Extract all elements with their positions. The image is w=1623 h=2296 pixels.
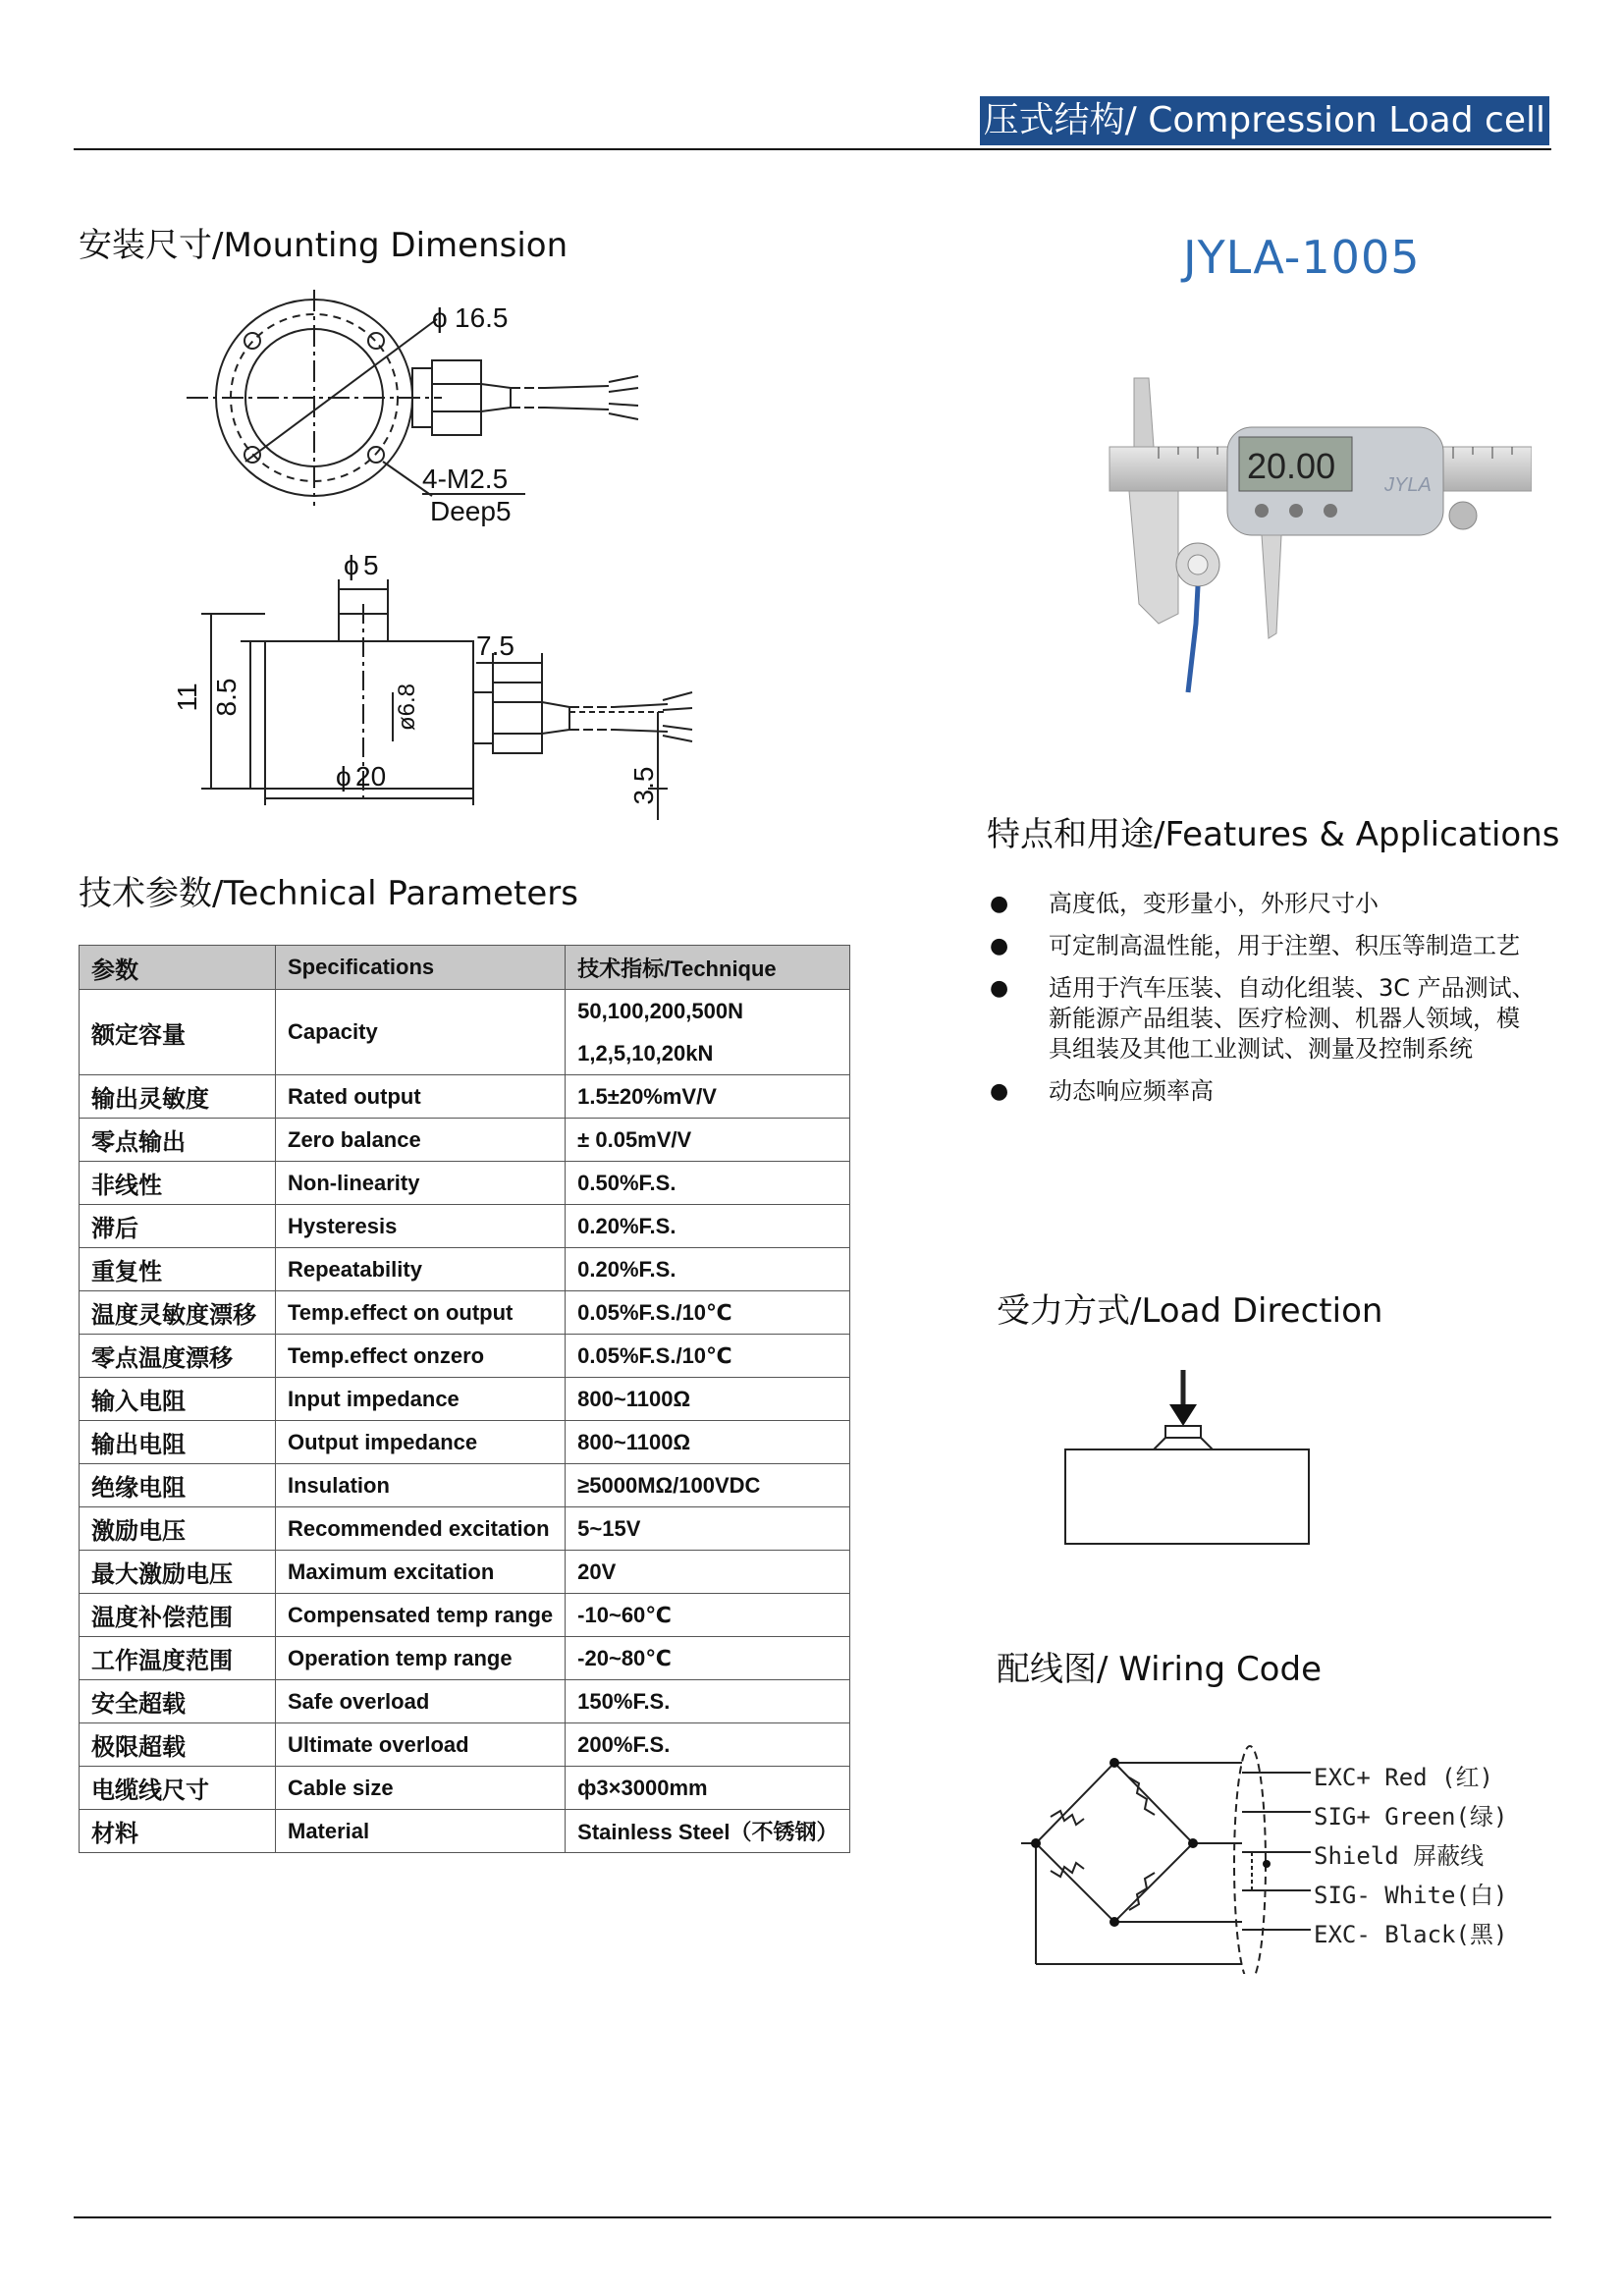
row-en: Repeatability [276, 1248, 566, 1291]
phi-symbol-top: ϕ [432, 302, 448, 333]
row-cn: 重复性 [80, 1248, 276, 1291]
phi-symbol-5: ϕ [344, 550, 359, 580]
caliper-brand: JYLA [1384, 474, 1432, 496]
row-en: Zero balance [276, 1119, 566, 1162]
row-val-line2: 1,2,5,10,20kN [577, 1041, 714, 1066]
mounting-title: 安装尺寸/Mounting Dimension [79, 226, 568, 265]
table-row [80, 1594, 850, 1637]
row-cn: 输出电阻 [80, 1421, 276, 1464]
bullet-icon: ● [990, 1079, 1009, 1104]
row-cn: 材料 [80, 1810, 276, 1853]
table-row [80, 1464, 850, 1507]
wire-label-sig-minus: SIG- White(白) [1314, 1882, 1508, 1909]
header-cell-technique: 技术指标/Technique [566, 946, 850, 990]
table-row [80, 1810, 850, 1853]
row-val: 200%F.S. [566, 1723, 850, 1767]
list-item [990, 889, 1540, 919]
row-cn: 滞后 [80, 1205, 276, 1248]
row-cn: 激励电压 [80, 1507, 276, 1551]
table-row [80, 1637, 850, 1680]
table-header-row [80, 946, 850, 990]
dim-8-5: 8.5 [211, 678, 242, 717]
header-rule [74, 148, 1551, 150]
header-cell-spec: Specifications [276, 946, 566, 990]
technical-title: 技术参数/Technical Parameters [79, 874, 578, 913]
phi-symbol-20: ϕ [336, 761, 352, 792]
row-en: Rated output [276, 1075, 566, 1119]
row-en: Material [276, 1810, 566, 1853]
row-val: 0.05%F.S./10℃ [566, 1291, 850, 1335]
row-en: Temp.effect onzero [276, 1335, 566, 1378]
dim-6-8: ø6.8 [394, 683, 420, 732]
caliper-photo [1100, 368, 1532, 702]
row-cn: 温度灵敏度漂移 [80, 1291, 276, 1335]
table-row [80, 1421, 850, 1464]
row-val: Stainless Steel（不锈钢） [566, 1810, 850, 1853]
row-en: Compensated temp range [276, 1594, 566, 1637]
table-row [80, 1680, 850, 1723]
row-en: Output impedance [276, 1421, 566, 1464]
row-cn: 工作温度范围 [80, 1637, 276, 1680]
row-val: 0.50%F.S. [566, 1162, 850, 1205]
list-item [990, 973, 1540, 1065]
row-val: -10~60℃ [566, 1594, 850, 1637]
parameters-table [79, 945, 850, 1853]
feature-text: 可定制高温性能，用于注塑、积压等制造工艺 [1049, 932, 1520, 959]
row-cn: 输出灵敏度 [80, 1075, 276, 1119]
row-cn: 极限超载 [80, 1723, 276, 1767]
row-val: ± 0.05mV/V [566, 1119, 850, 1162]
table-row [80, 1291, 850, 1335]
row-en: Cable size [276, 1767, 566, 1810]
bullet-icon: ● [990, 976, 1009, 1001]
row-val: 800~1100Ω [566, 1421, 850, 1464]
table-row [80, 1075, 850, 1119]
row-val [566, 990, 850, 1075]
row-cn: 电缆线尺寸 [80, 1767, 276, 1810]
header-title: 压式结构/ Compression Load cell [980, 96, 1549, 145]
wire-label-shield: Shield 屏蔽线 [1314, 1842, 1485, 1870]
features-title: 特点和用途/Features & Applications [987, 815, 1560, 854]
feature-text: 高度低，变形量小，外形尺寸小 [1049, 890, 1379, 917]
table-row [80, 1723, 850, 1767]
list-item [990, 1076, 1540, 1107]
row-cn: 绝缘电阻 [80, 1464, 276, 1507]
footer-rule [74, 2216, 1551, 2218]
dim-deep5: Deep5 [430, 496, 512, 526]
wiring-title: 配线图/ Wiring Code [997, 1650, 1322, 1689]
side-view-drawing [157, 545, 727, 820]
row-en: Ultimate overload [276, 1723, 566, 1767]
row-en: Hysteresis [276, 1205, 566, 1248]
row-cn: 输入电阻 [80, 1378, 276, 1421]
model-number: JYLA-1005 [1183, 231, 1421, 284]
feature-text: 动态响应频率高 [1049, 1077, 1214, 1105]
table-row [80, 1551, 850, 1594]
table-row [80, 1119, 850, 1162]
row-en: Recommended excitation [276, 1507, 566, 1551]
row-en: Temp.effect on output [276, 1291, 566, 1335]
dim-7-5: 7.5 [476, 630, 514, 661]
row-val: 150%F.S. [566, 1680, 850, 1723]
row-val: 0.20%F.S. [566, 1248, 850, 1291]
dim-16-5: 16.5 [455, 302, 509, 333]
dim-20: 20 [355, 761, 387, 792]
row-cn: 额定容量 [80, 990, 276, 1075]
wiring-leads-svg [1242, 1761, 1311, 1967]
table-row [80, 1507, 850, 1551]
row-val: 5~15V [566, 1507, 850, 1551]
row-val: 1.5±20%mV/V [566, 1075, 850, 1119]
table-row [80, 1248, 850, 1291]
arrow-down-icon [1169, 1404, 1197, 1426]
row-en: Safe overload [276, 1680, 566, 1723]
wire-label-exc-plus: EXC+ Red (红) [1314, 1764, 1493, 1791]
row-val-line1: 50,100,200,500N [577, 999, 743, 1023]
row-cn: 最大激励电压 [80, 1551, 276, 1594]
wire-label-sig-plus: SIG+ Green(绿) [1314, 1803, 1508, 1831]
row-val: 0.20%F.S. [566, 1205, 850, 1248]
wiring-labels [1314, 1758, 1507, 1954]
wiring-leads [1242, 1761, 1311, 1967]
list-item [990, 931, 1540, 961]
bullet-icon: ● [990, 934, 1009, 958]
row-val: 20V [566, 1551, 850, 1594]
caliper-reading: 20.00 [1247, 446, 1336, 486]
row-en: Non-linearity [276, 1162, 566, 1205]
row-val: 800~1100Ω [566, 1378, 850, 1421]
row-en: Operation temp range [276, 1637, 566, 1680]
dim-11: 11 [172, 683, 202, 712]
wire-label-exc-minus: EXC- Black(黑) [1314, 1921, 1508, 1948]
feature-text: 适用于汽车压装、自动化组装、3C 产品测试、新能源产品组装、医疗检测、机器人领域，模具组装及其他工业测试、测量及控制系统 [1049, 974, 1536, 1063]
row-cn: 零点输出 [80, 1119, 276, 1162]
load-direction-title: 受力方式/Load Direction [997, 1291, 1383, 1331]
row-cn: 零点温度漂移 [80, 1335, 276, 1378]
row-cn: 安全超载 [80, 1680, 276, 1723]
top-view-drawing [177, 290, 668, 535]
row-en: Input impedance [276, 1378, 566, 1421]
load-direction-diagram [1055, 1365, 1321, 1561]
header-cell-param: 参数 [80, 946, 276, 990]
row-en: Capacity [276, 990, 566, 1075]
row-val: -20~80℃ [566, 1637, 850, 1680]
table-row [80, 1335, 850, 1378]
features-list [990, 889, 1540, 1119]
row-val: ф3×3000mm [566, 1767, 850, 1810]
row-val: ≥5000MΩ/100VDC [566, 1464, 850, 1507]
row-cn: 非线性 [80, 1162, 276, 1205]
row-en: Insulation [276, 1464, 566, 1507]
dim-m2-5: 4-M2.5 [422, 464, 509, 494]
row-cn: 温度补偿范围 [80, 1594, 276, 1637]
table-row [80, 1205, 850, 1248]
table-row [80, 1378, 850, 1421]
bullet-icon: ● [990, 892, 1009, 916]
table-row [80, 990, 850, 1075]
row-val: 0.05%F.S./10℃ [566, 1335, 850, 1378]
table-row [80, 1162, 850, 1205]
dim-5: 5 [363, 550, 379, 580]
dim-3-5: 3.5 [628, 766, 659, 805]
table-row [80, 1767, 850, 1810]
row-en: Maximum excitation [276, 1551, 566, 1594]
